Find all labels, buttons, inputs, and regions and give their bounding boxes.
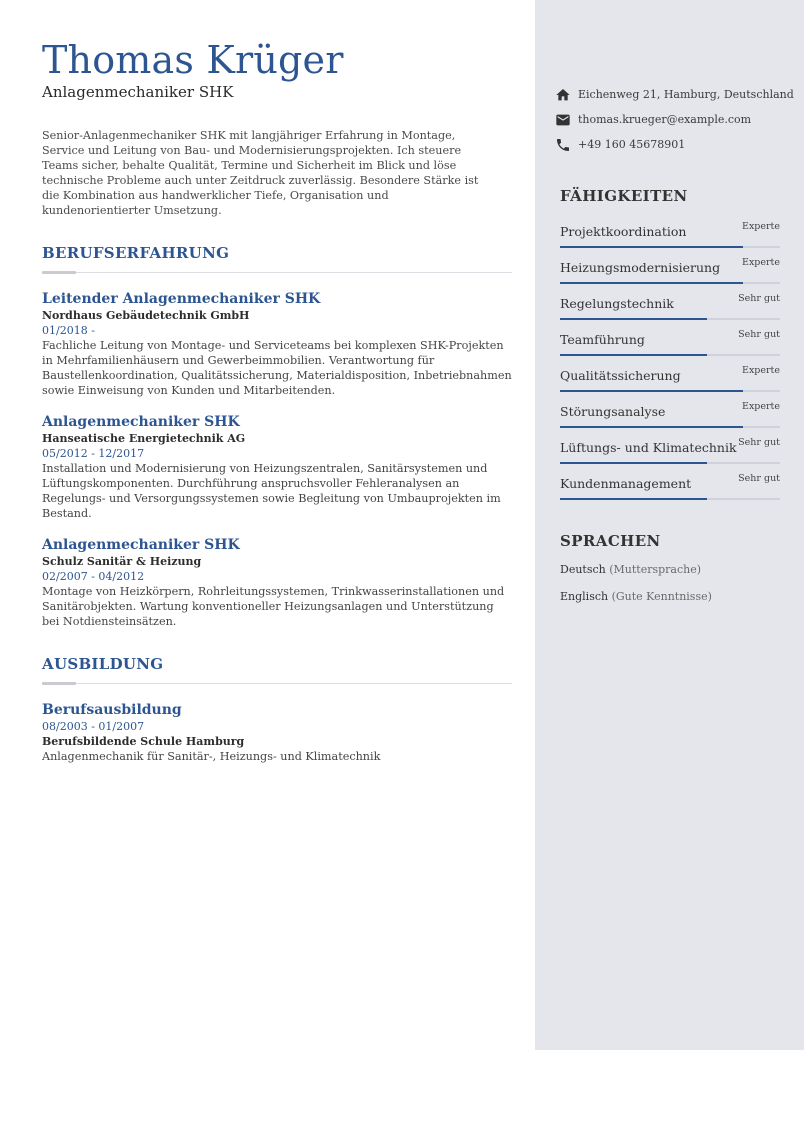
education-section: [42, 655, 512, 764]
language-item: [560, 589, 780, 604]
entry-date: 08/2003 - 01/2007: [42, 720, 145, 733]
entry-description: Montage von Heizkörpern, Rohrleitungssystemen, Trinkwasserinstallationen und Sanitärobjekten. Wartung konventioneller Heizungsanlagen und Unterstützung bei Notdiensteinsätzen.: [42, 585, 505, 628]
phone-icon: [555, 137, 571, 153]
skill-level-fill: [560, 282, 743, 284]
skills-list: [560, 221, 780, 512]
address-text: Eichenweg 21, Hamburg, Deutschland: [578, 88, 794, 101]
entry-company: Nordhaus Gebäudetechnik GmbH: [42, 309, 250, 322]
sidebar-background: [535, 0, 804, 1050]
profile-summary: Senior-Anlagenmechaniker SHK mit langjähriger Erfahrung in Montage, Service und Leitung von Bau- und Modernisierungsprojekten. Ich steuere Teams sicher, behalte Qualität, Termine und Sicherheit im Blick und löse technische Probleme auch unter Zeitdruck zuverlässig. Besondere Stärke ist die Kombination aus handwerklicher Tiefe, Organisation und kundenorientierter Umsetzung.: [42, 129, 479, 217]
skill-name: Kundenmanagement: [560, 476, 692, 491]
skill-level: Sehr gut: [738, 473, 780, 484]
skill-level: Experte: [742, 401, 780, 412]
skill-level: Sehr gut: [738, 293, 780, 304]
contact-email[interactable]: [555, 107, 795, 132]
home-icon: [555, 87, 571, 103]
skill-level-fill: [560, 318, 707, 320]
entry-date: 02/2007 - 04/2012: [42, 570, 145, 583]
skill-item: [560, 329, 780, 368]
skill-level-fill: [560, 390, 743, 392]
experience-entry: [42, 414, 512, 521]
skill-level-bar: [560, 354, 780, 356]
education-entry: [42, 702, 512, 764]
skill-level-bar: [560, 462, 780, 464]
language-name: Englisch: [560, 590, 609, 603]
experience-heading: BERUFSERFAHRUNG: [42, 244, 230, 262]
language-level: (Muttersprache): [609, 563, 702, 576]
skill-level-bar: [560, 282, 780, 284]
experience-section: [42, 244, 512, 629]
skill-level: Experte: [742, 365, 780, 376]
skill-level-bar: [560, 390, 780, 392]
education-heading: AUSBILDUNG: [42, 655, 164, 673]
skill-level-fill: [560, 462, 707, 464]
languages-heading: SPRACHEN: [560, 532, 661, 550]
contact-block: [555, 82, 795, 157]
person-name: Thomas Krüger: [42, 38, 344, 82]
section-divider: [42, 682, 512, 686]
email-text[interactable]: thomas.krueger@example.com: [578, 113, 752, 126]
skill-name: Qualitätssicherung: [560, 368, 681, 383]
phone-text[interactable]: +49 160 45678901: [578, 138, 686, 151]
entry-school: Berufsbildende Schule Hamburg: [42, 735, 245, 748]
entry-title: Anlagenmechaniker SHK: [42, 537, 240, 553]
job-title: Anlagenmechaniker SHK: [42, 83, 234, 101]
entry-title: Leitender Anlagenmechaniker SHK: [42, 291, 321, 307]
language-item: [560, 562, 780, 577]
entry-description: Anlagenmechanik für Sanitär-, Heizungs- und Klimatechnik: [42, 750, 381, 763]
skill-item: [560, 221, 780, 260]
language-name: Deutsch: [560, 563, 606, 576]
skill-level: Sehr gut: [738, 329, 780, 340]
skill-level-fill: [560, 354, 707, 356]
skill-item: [560, 365, 780, 404]
contact-phone[interactable]: [555, 132, 795, 157]
entry-date: 01/2018 -: [42, 324, 95, 337]
skill-item: [560, 293, 780, 332]
skill-name: Heizungsmodernisierung: [560, 260, 721, 275]
entry-company: Hanseatische Energietechnik AG: [42, 432, 246, 445]
skill-level-fill: [560, 426, 743, 428]
skill-level-bar: [560, 426, 780, 428]
skill-item: [560, 437, 780, 476]
skill-name: Teamführung: [560, 332, 645, 347]
skills-section: [560, 187, 780, 512]
skill-name: Projektkoordination: [560, 224, 687, 239]
skill-name: Regelungstechnik: [560, 296, 674, 311]
main-column: [42, 38, 512, 764]
skill-item: [560, 257, 780, 296]
skill-level-fill: [560, 246, 743, 248]
entry-title: Anlagenmechaniker SHK: [42, 414, 240, 430]
entry-date: 05/2012 - 12/2017: [42, 447, 145, 460]
experience-entry: [42, 537, 512, 629]
languages-section: [560, 532, 780, 616]
mail-icon: [555, 112, 571, 128]
skills-heading: FÄHIGKEITEN: [560, 187, 688, 205]
skill-name: Störungsanalyse: [560, 404, 666, 419]
entry-company: Schulz Sanitär & Heizung: [42, 555, 202, 568]
skill-item: [560, 473, 780, 512]
contact-address: [555, 82, 795, 107]
entry-description: Installation und Modernisierung von Heizungszentralen, Sanitärsystemen und Lüftungskomponenten. Durchführung anspruchsvoller Fehleranalysen an Regelungs- und Versorgungssystemen sowie Begleitung von Umbauprojekten im Bestand.: [42, 462, 501, 520]
language-level: (Gute Kenntnisse): [611, 590, 712, 603]
skill-level-bar: [560, 318, 780, 320]
skill-level: Experte: [742, 221, 780, 232]
entry-title: Berufsausbildung: [42, 702, 182, 718]
skill-item: [560, 401, 780, 440]
entry-description: Fachliche Leitung von Montage- und Serviceteams bei komplexen SHK-Projekten in Mehrfamilienhäusern und Gewerbeimmobilien. Verantwortung für Baustellenkoordination, Qualitätssicherung, Materialdisposition, Inbetriebnahmen sowie Einweisung von Kunden und Mitarbeitenden.: [42, 339, 512, 397]
experience-entry: [42, 291, 512, 398]
languages-list: [560, 562, 780, 604]
skill-level-fill: [560, 498, 707, 500]
section-divider: [42, 271, 512, 275]
skill-level-bar: [560, 246, 780, 248]
skill-level: Sehr gut: [738, 437, 780, 448]
skill-name: Lüftungs- und Klimatechnik: [560, 440, 737, 455]
skill-level-bar: [560, 498, 780, 500]
skill-level: Experte: [742, 257, 780, 268]
